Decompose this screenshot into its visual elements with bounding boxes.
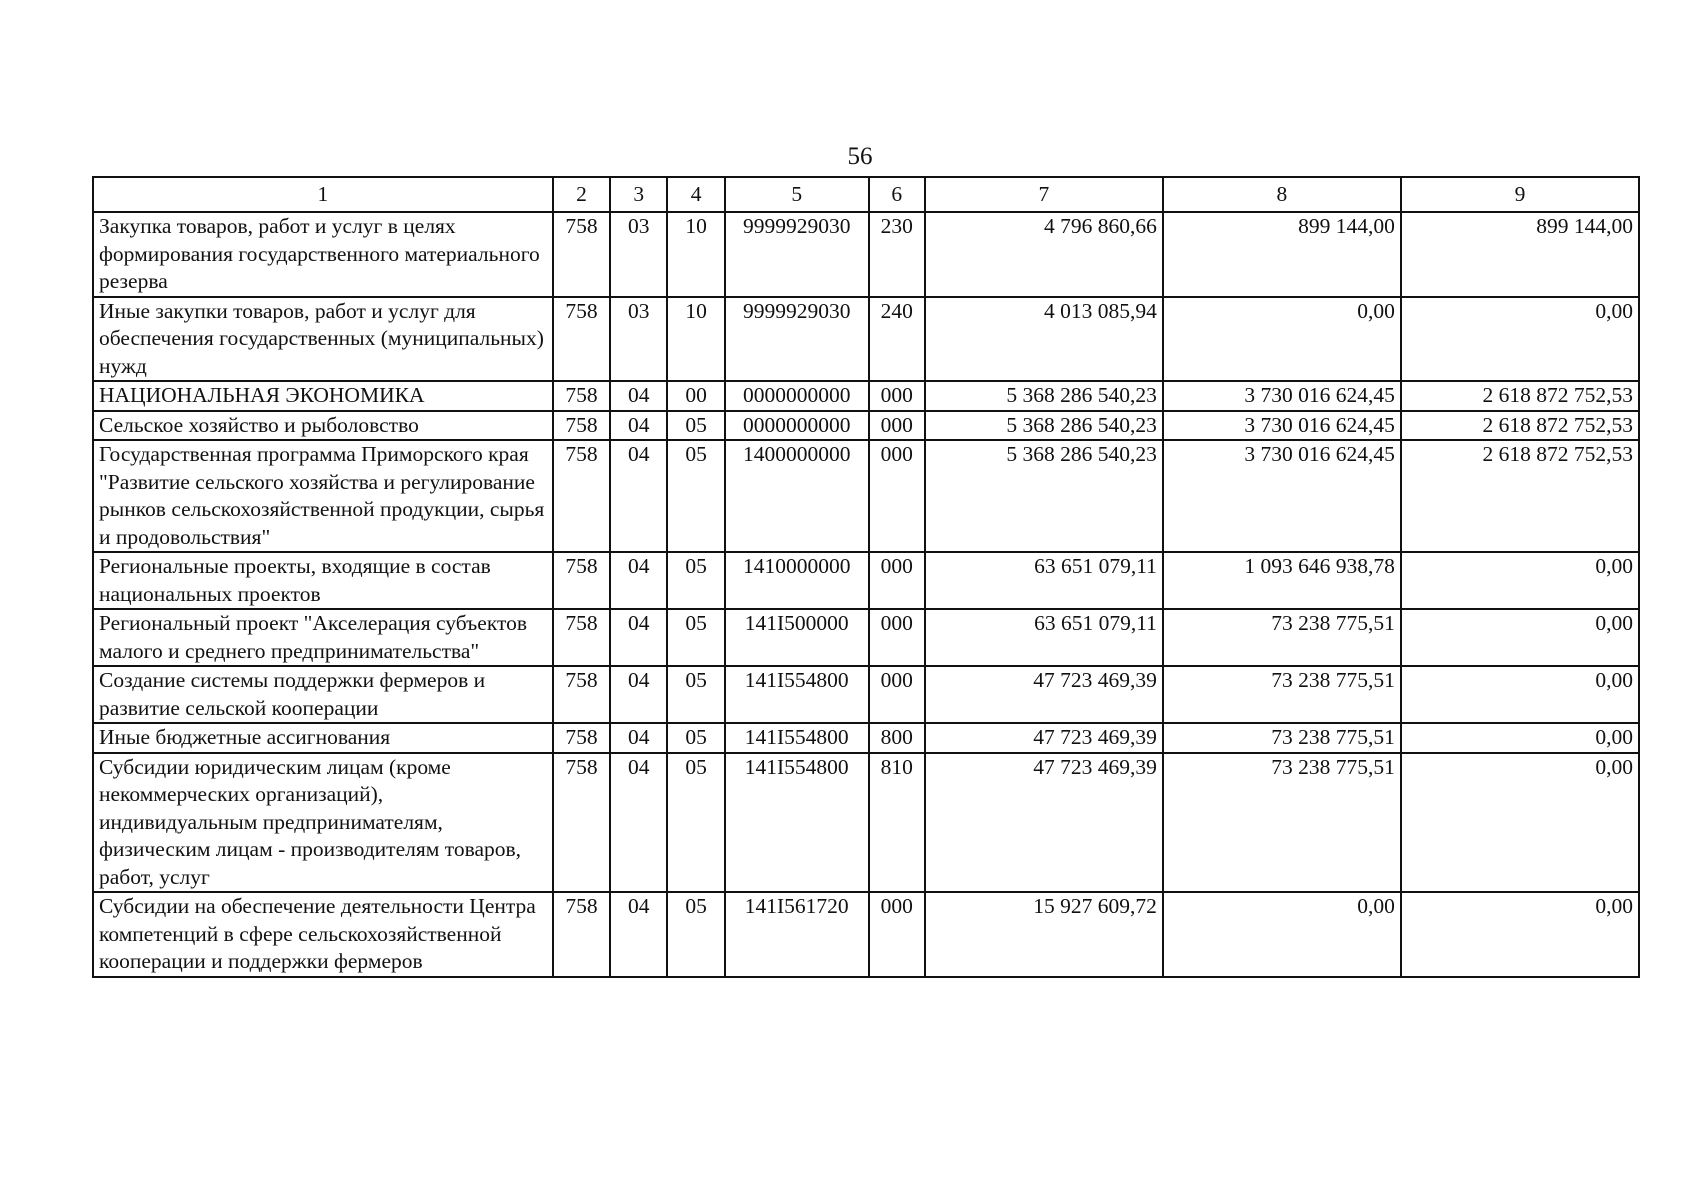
column-header: 6: [869, 177, 925, 212]
code-cell: 05: [667, 552, 724, 609]
amount-cell: 73 238 775,51: [1163, 609, 1401, 666]
code-cell: 758: [553, 609, 610, 666]
amount-cell: 3 730 016 624,45: [1163, 381, 1401, 411]
code-cell: 758: [553, 666, 610, 723]
code-cell: 04: [610, 723, 667, 753]
code-cell: 000: [869, 892, 925, 977]
code-cell: 758: [553, 411, 610, 441]
code-cell: 810: [869, 753, 925, 893]
code-cell: 000: [869, 609, 925, 666]
column-header: 5: [725, 177, 869, 212]
page-number: 56: [847, 143, 873, 170]
amount-cell: 0,00: [1401, 297, 1639, 382]
amount-cell: 73 238 775,51: [1163, 666, 1401, 723]
code-cell: 05: [667, 892, 724, 977]
table-row: [93, 440, 1639, 552]
code-cell: 04: [610, 609, 667, 666]
table-row: [93, 381, 1639, 411]
item-name: НАЦИОНАЛЬНАЯ ЭКОНОМИКА: [93, 381, 553, 411]
amount-cell: 4 796 860,66: [925, 212, 1163, 297]
item-name: Закупка товаров, работ и услуг в целях формирования государственного материального резерва: [93, 212, 553, 297]
item-name: Субсидии юридическим лицам (кроме некоммерческих организаций), индивидуальным предпринимателям, физическим лицам - производителям товаров, работ, услуг: [93, 753, 553, 893]
amount-cell: 3 730 016 624,45: [1163, 440, 1401, 552]
amount-cell: 47 723 469,39: [925, 753, 1163, 893]
column-header: 7: [925, 177, 1163, 212]
code-cell: 141I561720: [725, 892, 869, 977]
amount-cell: 2 618 872 752,53: [1401, 411, 1639, 441]
code-cell: 10: [667, 297, 724, 382]
code-cell: 9999929030: [725, 212, 869, 297]
amount-cell: 2 618 872 752,53: [1401, 381, 1639, 411]
item-name: Иные закупки товаров, работ и услуг для обеспечения государственных (муниципальных) нужд: [93, 297, 553, 382]
code-cell: 9999929030: [725, 297, 869, 382]
code-cell: 05: [667, 440, 724, 552]
amount-cell: 5 368 286 540,23: [925, 440, 1163, 552]
table-row: [93, 892, 1639, 977]
code-cell: 05: [667, 411, 724, 441]
item-name: Региональные проекты, входящие в состав национальных проектов: [93, 552, 553, 609]
code-cell: 05: [667, 723, 724, 753]
amount-cell: 899 144,00: [1163, 212, 1401, 297]
code-cell: 10: [667, 212, 724, 297]
column-header: 3: [610, 177, 667, 212]
code-cell: 05: [667, 666, 724, 723]
code-cell: 04: [610, 440, 667, 552]
code-cell: 000: [869, 411, 925, 441]
amount-cell: 0,00: [1401, 552, 1639, 609]
code-cell: 141I500000: [725, 609, 869, 666]
table-row: [93, 723, 1639, 753]
code-cell: 240: [869, 297, 925, 382]
table-row: [93, 753, 1639, 893]
amount-cell: 0,00: [1401, 892, 1639, 977]
code-cell: 000: [869, 381, 925, 411]
code-cell: 758: [553, 892, 610, 977]
code-cell: 141I554800: [725, 666, 869, 723]
item-name: Создание системы поддержки фермеров и развитие сельской кооперации: [93, 666, 553, 723]
amount-cell: 0,00: [1401, 723, 1639, 753]
code-cell: 758: [553, 723, 610, 753]
amount-cell: 63 651 079,11: [925, 609, 1163, 666]
amount-cell: 47 723 469,39: [925, 666, 1163, 723]
code-cell: 758: [553, 297, 610, 382]
amount-cell: 73 238 775,51: [1163, 753, 1401, 893]
code-cell: 141I554800: [725, 753, 869, 893]
amount-cell: 0,00: [1401, 666, 1639, 723]
code-cell: 141I554800: [725, 723, 869, 753]
code-cell: 758: [553, 212, 610, 297]
code-cell: 04: [610, 892, 667, 977]
code-cell: 04: [610, 666, 667, 723]
amount-cell: 5 368 286 540,23: [925, 381, 1163, 411]
code-cell: 758: [553, 440, 610, 552]
amount-cell: 0,00: [1163, 892, 1401, 977]
code-cell: 0000000000: [725, 411, 869, 441]
header-row: [93, 177, 1639, 212]
amount-cell: 73 238 775,51: [1163, 723, 1401, 753]
item-name: Сельское хозяйство и рыболовство: [93, 411, 553, 441]
column-header: 9: [1401, 177, 1639, 212]
code-cell: 758: [553, 552, 610, 609]
code-cell: 04: [610, 381, 667, 411]
code-cell: 00: [667, 381, 724, 411]
column-header: 1: [93, 177, 553, 212]
item-name: Иные бюджетные ассигнования: [93, 723, 553, 753]
code-cell: 758: [553, 753, 610, 893]
amount-cell: 63 651 079,11: [925, 552, 1163, 609]
amount-cell: 3 730 016 624,45: [1163, 411, 1401, 441]
budget-table: [92, 176, 1640, 978]
column-header: 4: [667, 177, 724, 212]
table-row: [93, 212, 1639, 297]
code-cell: 000: [869, 552, 925, 609]
amount-cell: 0,00: [1401, 609, 1639, 666]
amount-cell: 47 723 469,39: [925, 723, 1163, 753]
item-name: Государственная программа Приморского края "Развитие сельского хозяйства и регулирование рынков сельскохозяйственной продукции, сырья и продовольствия": [93, 440, 553, 552]
code-cell: 758: [553, 381, 610, 411]
amount-cell: 0,00: [1401, 753, 1639, 893]
code-cell: 800: [869, 723, 925, 753]
amount-cell: 5 368 286 540,23: [925, 411, 1163, 441]
code-cell: 230: [869, 212, 925, 297]
code-cell: 04: [610, 411, 667, 441]
code-cell: 1400000000: [725, 440, 869, 552]
item-name: Региональный проект "Акселерация субъектов малого и среднего предпринимательства": [93, 609, 553, 666]
table-row: [93, 666, 1639, 723]
amount-cell: 15 927 609,72: [925, 892, 1163, 977]
amount-cell: 0,00: [1163, 297, 1401, 382]
table-row: [93, 411, 1639, 441]
column-header: 8: [1163, 177, 1401, 212]
amount-cell: 1 093 646 938,78: [1163, 552, 1401, 609]
code-cell: 1410000000: [725, 552, 869, 609]
code-cell: 000: [869, 666, 925, 723]
item-name: Субсидии на обеспечение деятельности Центра компетенций в сфере сельскохозяйственной кооперации и поддержки фермеров: [93, 892, 553, 977]
code-cell: 000: [869, 440, 925, 552]
amount-cell: 4 013 085,94: [925, 297, 1163, 382]
code-cell: 04: [610, 552, 667, 609]
column-header: 2: [553, 177, 610, 212]
table-row: [93, 552, 1639, 609]
code-cell: 05: [667, 753, 724, 893]
table-row: [93, 297, 1639, 382]
code-cell: 03: [610, 297, 667, 382]
code-cell: 05: [667, 609, 724, 666]
table-row: [93, 609, 1639, 666]
code-cell: 04: [610, 753, 667, 893]
amount-cell: 2 618 872 752,53: [1401, 440, 1639, 552]
code-cell: 0000000000: [725, 381, 869, 411]
amount-cell: 899 144,00: [1401, 212, 1639, 297]
code-cell: 03: [610, 212, 667, 297]
